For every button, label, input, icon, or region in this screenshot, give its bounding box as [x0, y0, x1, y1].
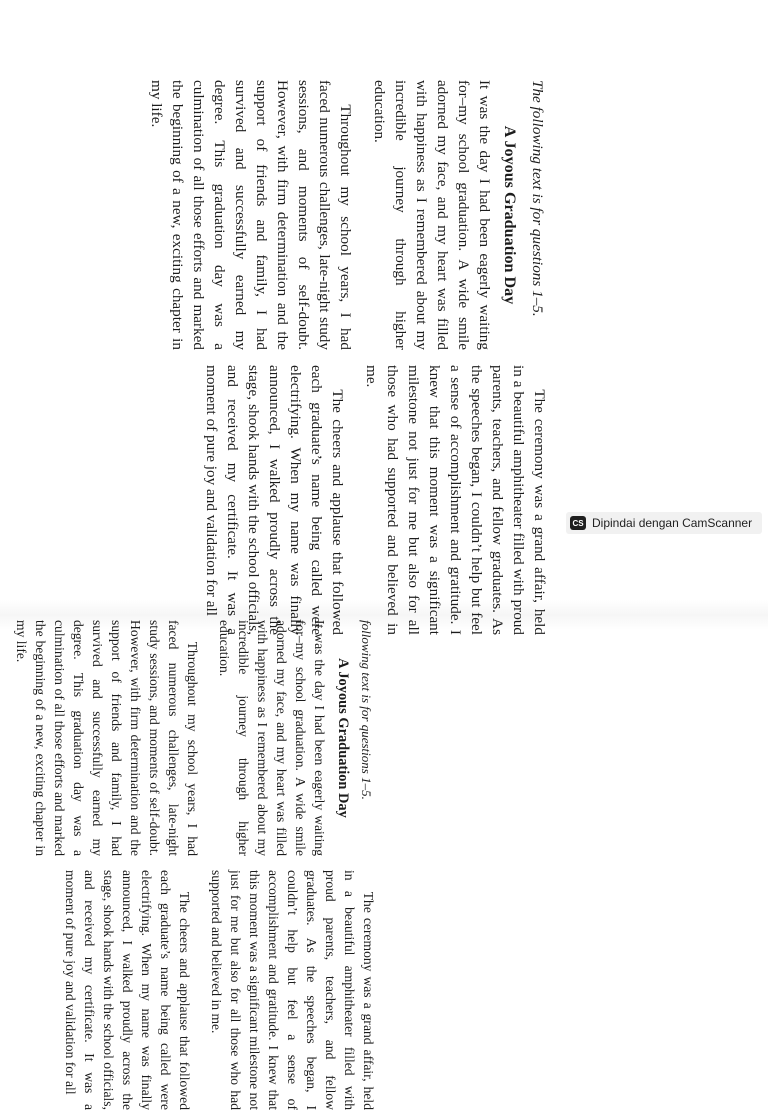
article-title: A Joyous Graduation Day — [501, 125, 518, 305]
paragraph-1: It was the day I had been eagerly waiting for–my school graduation. A wide smile adorned my face, and my heart was filled with happiness as I remembered about my incredible journey through higher education. — [371, 80, 493, 350]
watermark-text: Dipindai dengan CamScanner — [592, 516, 753, 530]
paragraph-4-lower: The cheers and applause that followed each graduate’s name being called were electrifying. When my name was finally announced, I walked proudly across the stage, shook hands with the school officials, and received my certificate. It was a moment of pure joy and validation for all — [63, 870, 192, 1110]
column-right — [201, 365, 550, 635]
paragraph-3: The ceremony was a grand affair, held in a beautiful amphitheater filled with proud parents, teachers, and fellow graduates. As the speeches began, I couldn’t help but feel a sense of accomplishment and gratitude. I knew that this moment was a significant milestone not just for me but also for all those who had supported and believed in me. — [363, 365, 548, 635]
paragraph-2-lower: Throughout my school years, I had faced numerous challenges, late-night study sessions, and moments of self-doubt. However, with firm determination and the support of friends and family, I had survived and successfully earned my degree. This graduation day was a culmination of all those efforts and marked the beginning of a new, exciting chapter in my life. — [14, 620, 200, 856]
camscanner-watermark — [566, 512, 762, 534]
document-page-upper — [30, 80, 550, 635]
column-left-lower — [12, 620, 374, 856]
paragraph-4: The cheers and applause that followed each graduate’s name being called were electrifying. When my name was finally announced, I walked proudly across the stage, shook hands with the school officials, and received my certificate. It was a moment of pure joy and validation for all — [203, 365, 346, 635]
document-page-lower — [8, 620, 378, 1110]
intro-text-partial: following text is for questions 1–5. — [359, 620, 374, 800]
intro-text: The following text is for questions 1–5. — [529, 80, 546, 317]
column-right-lower — [61, 870, 378, 1110]
column-left — [146, 80, 546, 350]
paragraph-2: Throughout my school years, I had faced numerous challenges, late-night study sessions, and moments of self-doubt. However, with firm determination and the support of friends and family, I had survived and successfully earned my degree. This graduation day was a culmination of all those efforts and marked the beginning of a new, exciting chapter in my life. — [148, 80, 354, 350]
paragraph-1-lower: It was the day I had been eagerly waiting for–my school graduation. A wide smile adorned my face, and my heart was filled with happiness as I remembered about my incredible journey through higher education. — [217, 620, 327, 856]
paragraph-3-lower: The ceremony was a grand affair, held in a beautiful amphitheater filled with proud parents, teachers, and fellow graduates. As the speeches began, I couldn’t help but feel a sense of accomplishment and gratitude. I knew that this moment was a significant milestone not just for me but also for all those who had supported and believed in me. — [209, 870, 376, 1110]
camscanner-logo-icon: CS — [570, 516, 586, 530]
article-title-lower: A Joyous Graduation Day — [335, 658, 351, 818]
